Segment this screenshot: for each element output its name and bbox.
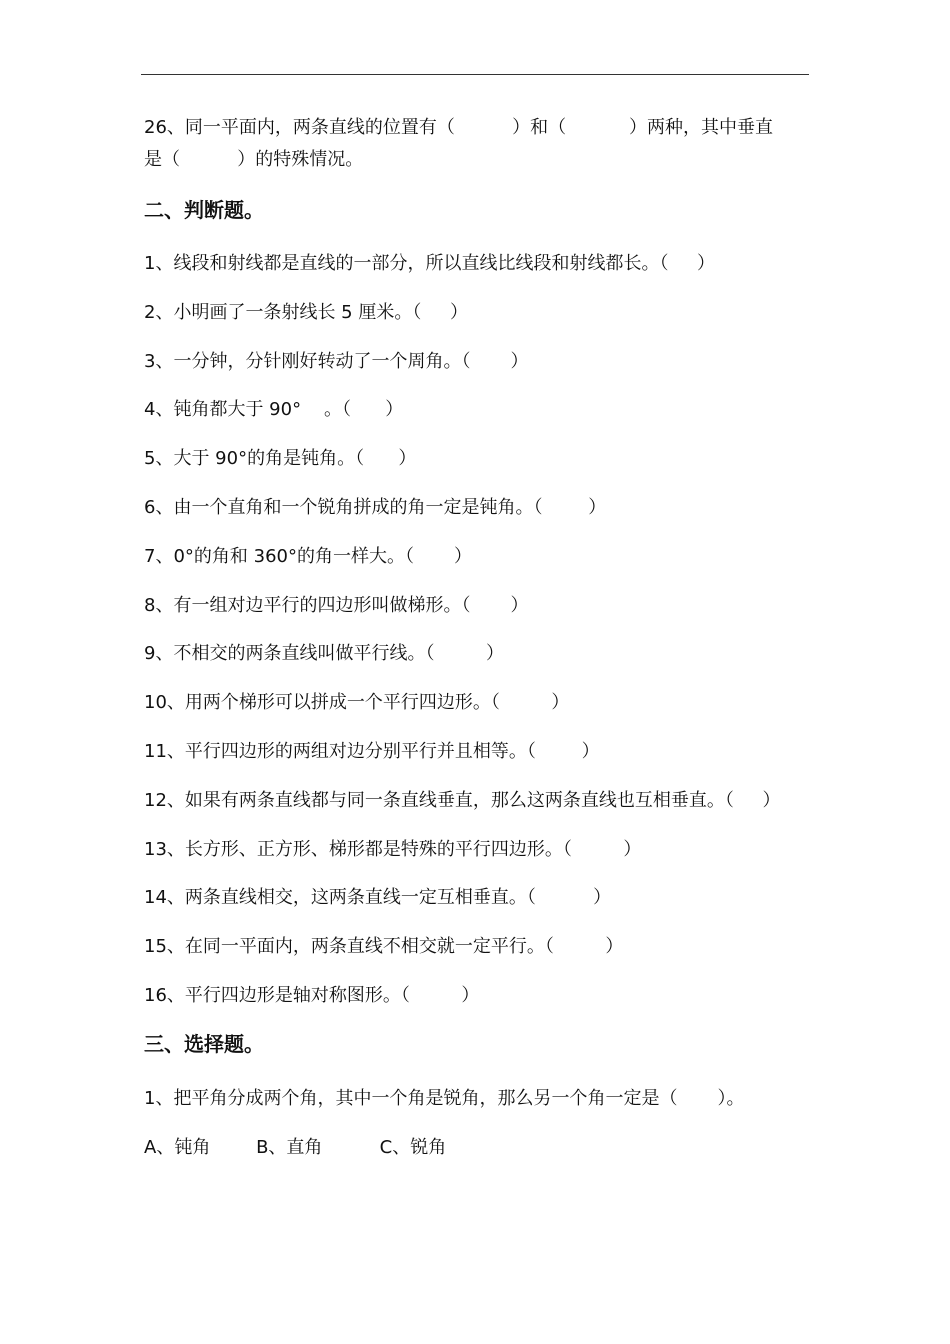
judgment-item-13: 13、长方形、正方形、梯形都是特殊的平行四边形。（ ）	[144, 839, 642, 860]
judgment-item-5: 5、大于 90°的角是钝角。（ ）	[144, 448, 417, 469]
judgment-item-7: 7、0°的角和 360°的角一样大。（ ）	[144, 546, 473, 567]
choice-q1-options: A、钝角 B、直角 C、锐角	[144, 1137, 447, 1158]
judgment-item-16: 16、平行四边形是轴对称图形。（ ）	[144, 985, 480, 1006]
fill-in-q26-line2: 是（ ）的特殊情况。	[144, 149, 364, 170]
judgment-item-1: 1、线段和射线都是直线的一部分，所以直线比线段和射线都长。（ ）	[144, 253, 716, 274]
judgment-item-3: 3、一分钟，分针刚好转动了一个周角。（ ）	[144, 351, 529, 372]
judgment-item-8: 8、有一组对边平行的四边形叫做梯形。（ ）	[144, 595, 529, 616]
section-heading-choice: 三、选择题。	[144, 1032, 264, 1056]
choice-q1: 1、把平角分成两个角，其中一个角是锐角，那么另一个角一定是（ ）。	[144, 1088, 745, 1109]
judgment-item-15: 15、在同一平面内，两条直线不相交就一定平行。（ ）	[144, 936, 624, 957]
header-rule	[141, 74, 809, 75]
judgment-item-10: 10、用两个梯形可以拼成一个平行四边形。（ ）	[144, 692, 570, 713]
judgment-item-11: 11、平行四边形的两组对边分别平行并且相等。（ ）	[144, 741, 600, 762]
judgment-item-12: 12、如果有两条直线都与同一条直线垂直，那么这两条直线也互相垂直。（ ）	[144, 790, 781, 811]
section-heading-judgment: 二、判断题。	[144, 198, 264, 222]
judgment-item-9: 9、不相交的两条直线叫做平行线。（ ）	[144, 643, 504, 664]
judgment-item-2: 2、小明画了一条射线长 5 厘米。（ ）	[144, 302, 468, 323]
judgment-item-14: 14、两条直线相交，这两条直线一定互相垂直。（ ）	[144, 887, 612, 908]
fill-in-q26-line1: 26、同一平面内，两条直线的位置有（ ）和（ ）两种，其中垂直	[144, 117, 774, 138]
judgment-item-4: 4、钝角都大于 90° 。（ ）	[144, 399, 404, 420]
judgment-item-6: 6、由一个直角和一个锐角拼成的角一定是钝角。（ ）	[144, 497, 607, 518]
